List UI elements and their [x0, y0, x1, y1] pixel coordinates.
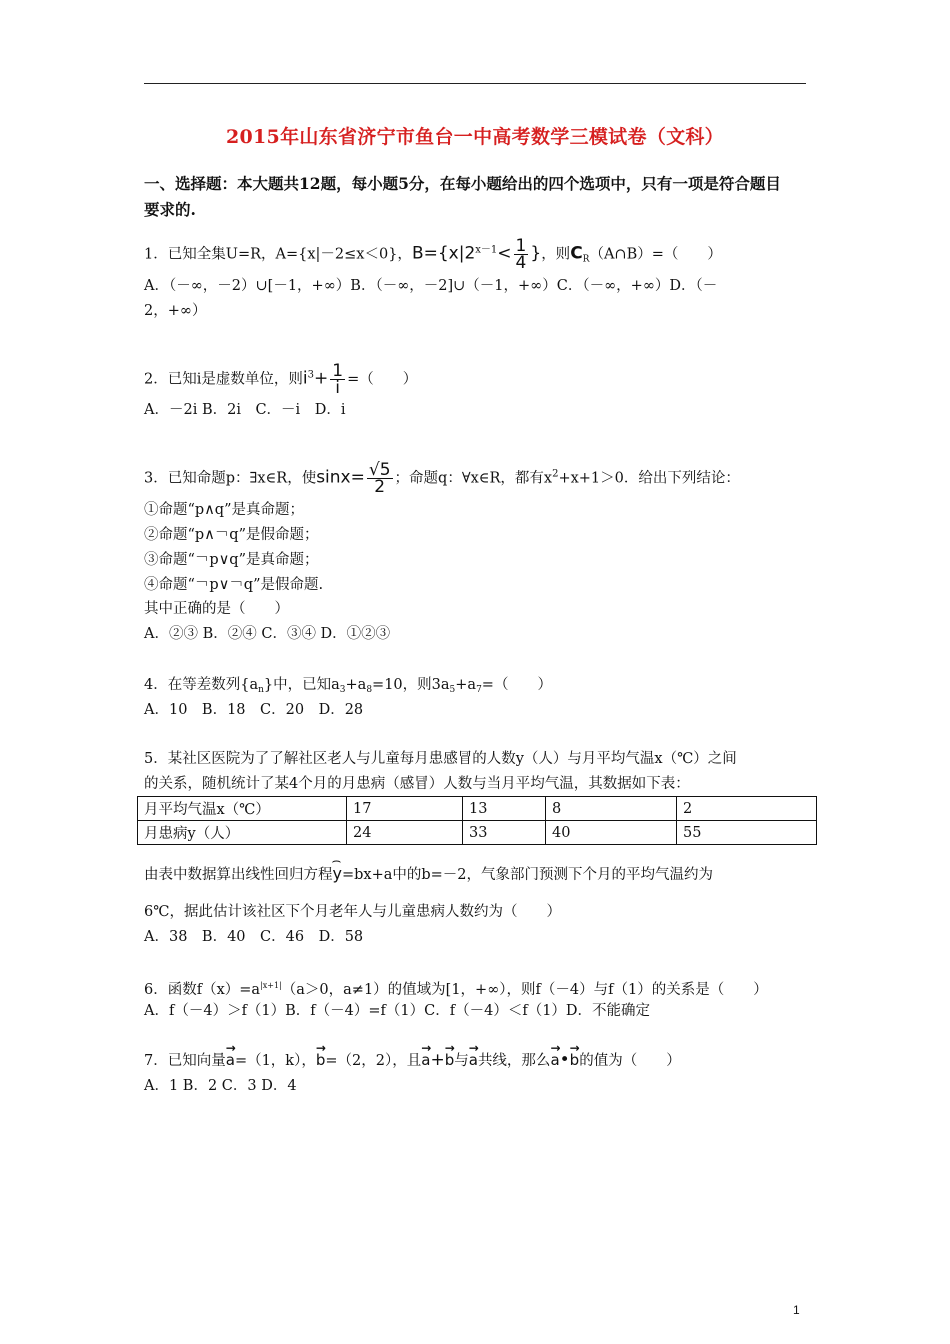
vector-a: → a — [226, 1050, 235, 1070]
table-cell: 55 — [677, 821, 817, 845]
question-3-item-3: ③命题“￢p∨q”是真命题； — [144, 552, 319, 568]
table-row — [138, 797, 817, 821]
vector-b: → b — [316, 1050, 326, 1070]
question-3-item-2: ②命题“p∧￢q”是假命题； — [144, 527, 319, 543]
vector-a: → a — [550, 1050, 559, 1070]
data-table — [137, 796, 817, 845]
question-3-item-4: ④命题“￢p∨￢q”是假命题. — [144, 577, 324, 593]
table-cell: 17 — [347, 797, 463, 821]
vector-a: → a — [421, 1050, 430, 1070]
table-cell: 2 — [677, 797, 817, 821]
table-cell: 33 — [463, 821, 546, 845]
table-cell: 13 — [463, 797, 546, 821]
question-3-item-1: ①命题“p∧q”是真命题； — [144, 502, 305, 518]
question-2-stem: 2．已知i是虚数单位，则$i^3+$ $\frac{1}{i}$ =（ ） — [144, 361, 418, 398]
question-2-options: A．－2i B．2i C．－i D．i — [144, 402, 346, 418]
question-3-stem: 3．已知命题p：∃x∈R，使sinx= $\frac{√5}{2}$ ；命题q：∀x∈R，都有$x^2+x+1>0$．给出下列结论： — [144, 460, 740, 497]
question-5-options: A．38 B．40 C．46 D．58 — [144, 929, 364, 945]
question-6-options: A．f（－4）＞f（1）B．f（－4）=f（1）C．f（－4）＜f（1）D．不能确定 — [144, 1003, 651, 1019]
question-4-stem: 4．在等差数列$\{a_n\}$中，已知$a_3+a_8=10$，则$3a_5+a_7=$（ ） — [144, 677, 552, 695]
question-1-options-line1: A．（－∞，－2）∪[－1，+∞）B．（－∞，－2]∪（－1，+∞）C．（－∞，+∞）D．（－ — [144, 278, 718, 294]
vector-b: → b — [445, 1050, 455, 1070]
vector-b: → b — [570, 1050, 580, 1070]
vector-a: → a — [469, 1050, 478, 1070]
question-6-stem: 6．函数$f(x)=a^{|x+1|}(a>0$，a≠1）的值域为[1，+∞），则f（－4）与f（1）的关系是（ ） — [144, 981, 768, 998]
section-heading-line1: 一、选择题：本大题共12题，每小题5分，在每小题给出的四个选项中，只有一项是符合题目 — [144, 174, 781, 193]
question-3-options: A．②③ B．②④ C．③④ D．①②③ — [144, 626, 391, 642]
table-cell: 月患病y（人） — [138, 821, 347, 845]
table-cell: 40 — [546, 821, 677, 845]
question-5-line1: 5．某社区医院为了了解社区老人与儿童每月患感冒的人数y（人）与月平均气温x（℃）之间 — [144, 751, 737, 767]
question-7-stem: 7．已知向量→ a=（1，k），→ b=（2，2），且→ a+→ b与→ a共线，那么→ a•→ b的值为（ ） — [144, 1050, 681, 1071]
question-5-line4: 6℃，据此估计该社区下个月老年人与儿童患病人数约为（ ） — [144, 904, 561, 920]
question-3-ask: 其中正确的是（ ） — [144, 601, 289, 617]
question-1-stem: 1．已知全集U=R，A={x|－2≤x＜0}，$B=\{x|2^{x-1}<$ $\frac{1}{4}$ }，则$C_R(A\cap B)=$（ ） — [144, 236, 722, 273]
question-7-options: A．1 B．2 C．3 D．4 — [144, 1078, 297, 1094]
header-rule — [144, 83, 806, 84]
section-heading-line2: 要求的. — [144, 200, 196, 219]
page-title: 2015年山东省济宁市鱼台一中高考数学三模试卷（文科） — [226, 126, 724, 148]
table-cell: 8 — [546, 797, 677, 821]
question-1-options-line2: 2，+∞） — [144, 303, 207, 319]
question-4-options: A．10 B．18 C．20 D．28 — [144, 702, 364, 718]
table-cell: 月平均气温x（℃） — [138, 797, 347, 821]
question-5-line2: 的关系，随机统计了某4个月的月患病（感冒）人数与当月平均气温，其数据如下表： — [144, 776, 690, 792]
table-cell: 24 — [347, 821, 463, 845]
page-number: 1 — [793, 1303, 800, 1317]
y-hat-symbol: ⌢ y — [333, 864, 342, 884]
table-row — [138, 821, 817, 845]
question-5-line3: 由表中数据算出线性回归方程⌢ y=bx+a中的b=－2，气象部门预测下个月的平均气温约为 — [144, 864, 713, 885]
